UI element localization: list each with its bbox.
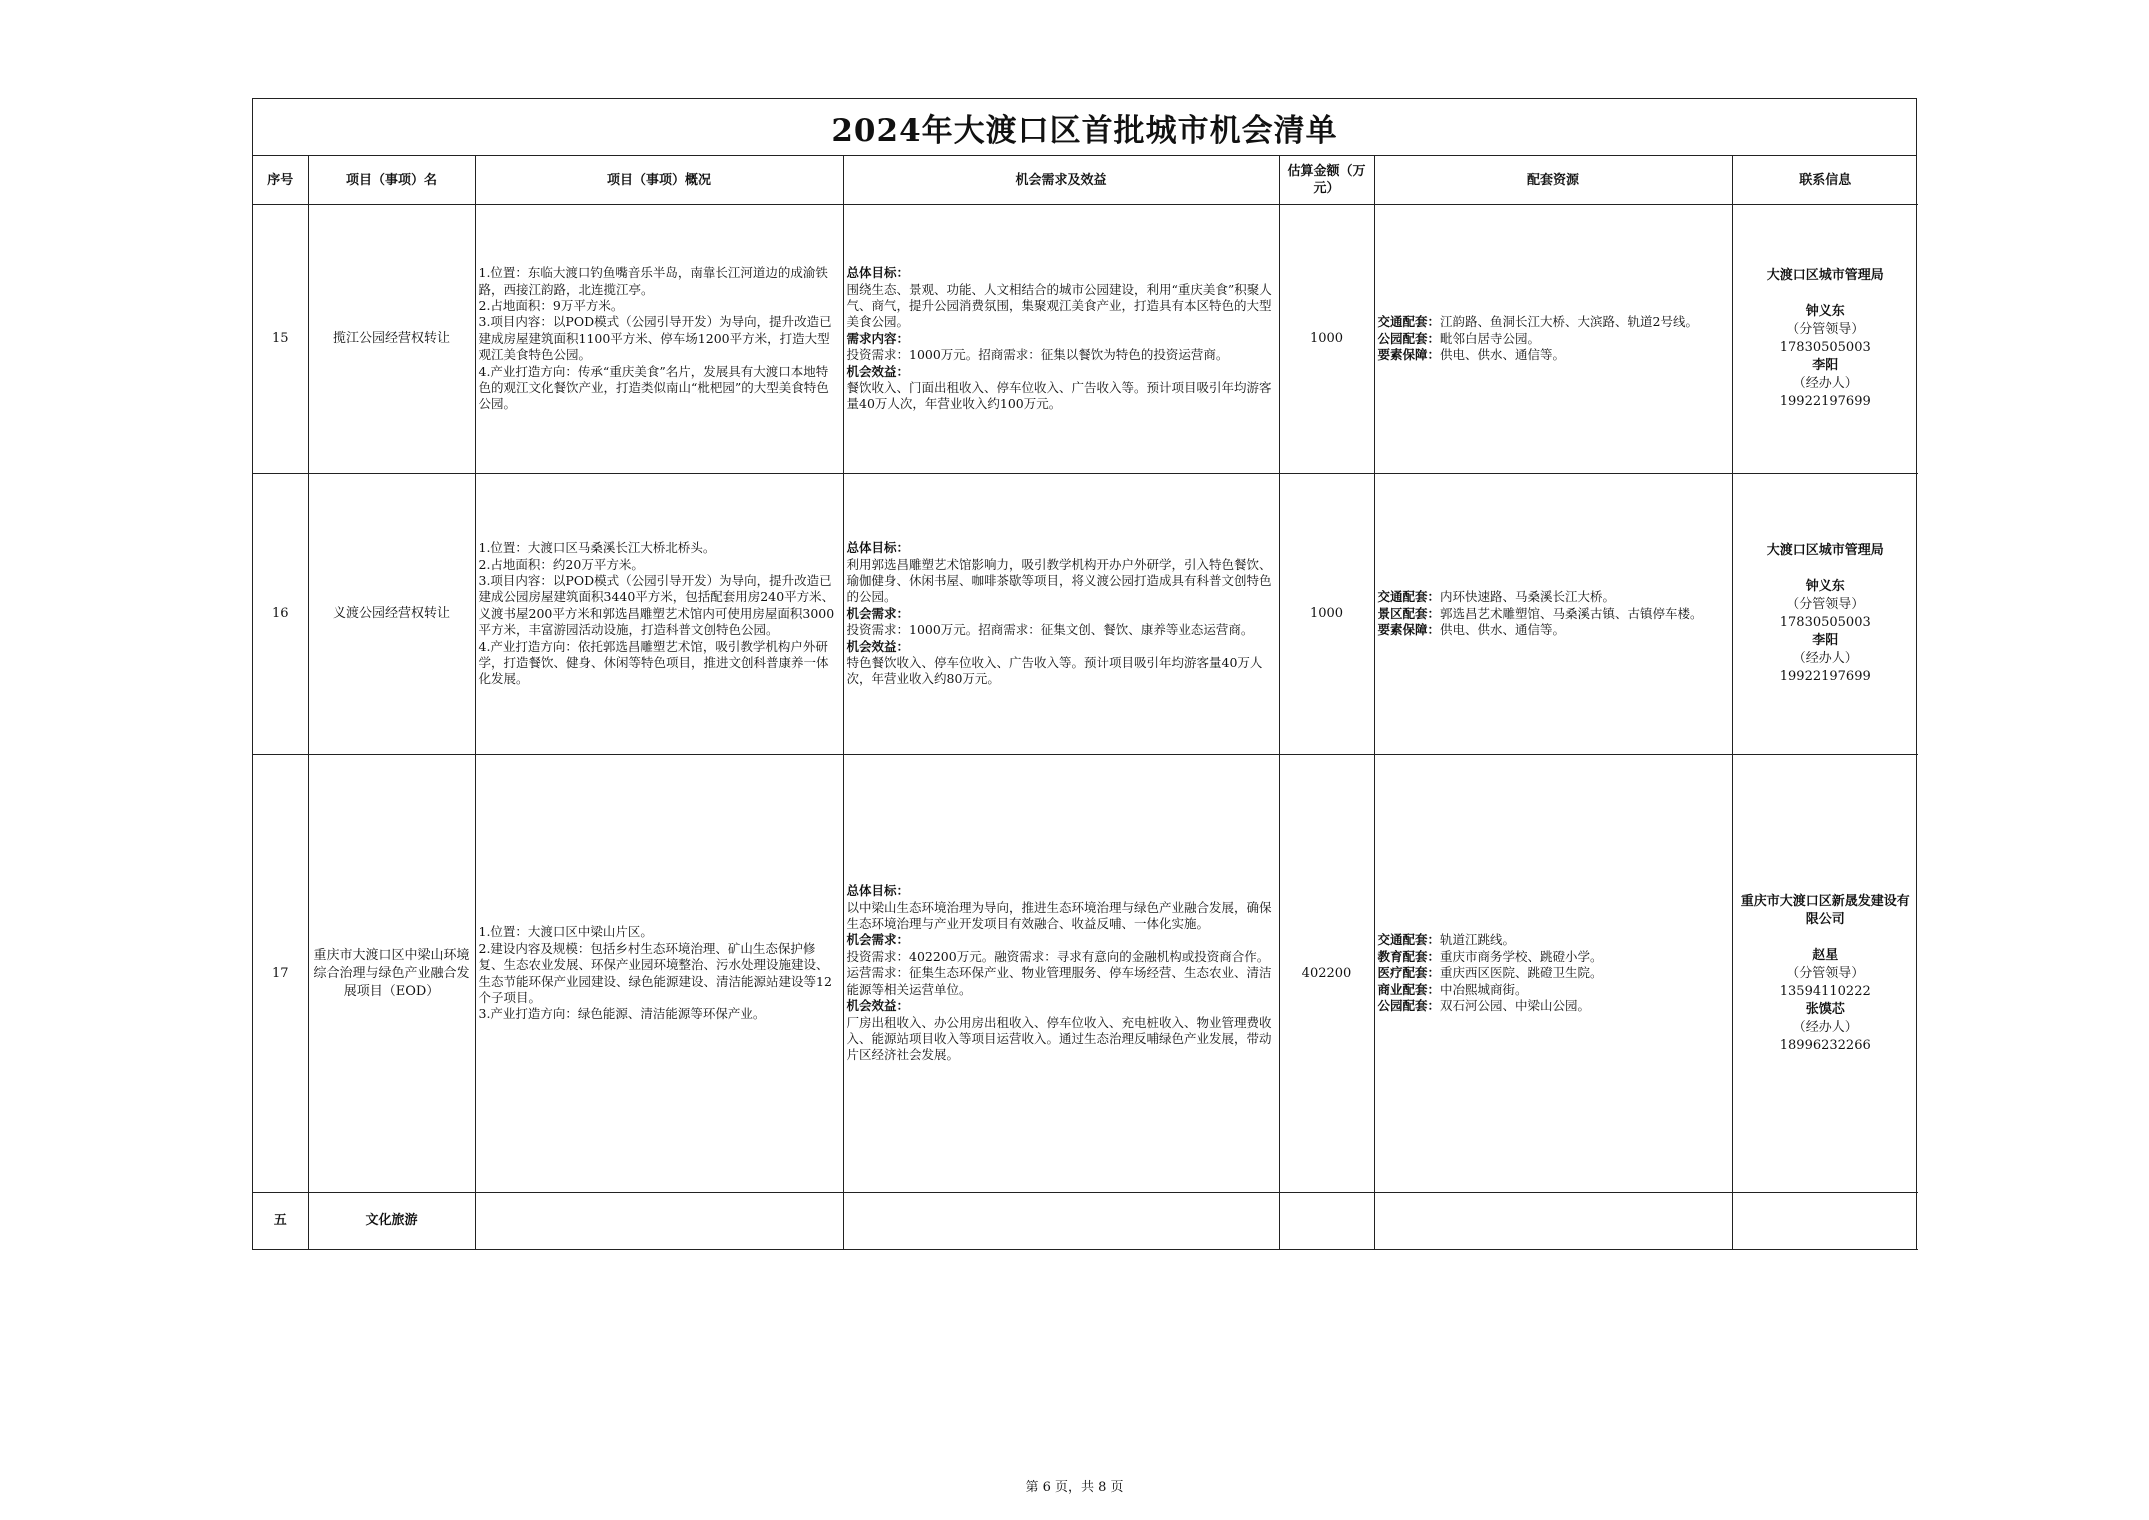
overview-line: 4.产业打造方向：传承“重庆美食”名片，发展具有大渡口本地特色的观江文化餐饮产业，打造类似南山“枇杷园”的大型美食特色公园。 [478, 363, 829, 412]
opportunity-table [253, 156, 1918, 1250]
header-name: 项目（事项）名 [308, 156, 475, 205]
contact-phone: 19922197699 [1779, 669, 1871, 684]
opportunity-label: 机会需求： [846, 605, 910, 621]
contact-role: （分管领导） [1786, 965, 1865, 981]
row-contact [1732, 474, 1918, 755]
header-no: 序号 [253, 156, 308, 205]
contact-org: 重庆市大渡口区新晟发建设有限公司 [1740, 893, 1910, 927]
opportunity-text: 利用郭选昌雕塑艺术馆影响力，吸引教学机构开办户外研学，引入特色餐饮、瑜伽健身、休闲书屋、咖啡茶歇等项目，将义渡公园打造成具有科普文创特色的公园。 [846, 556, 1272, 605]
row-resources [1374, 205, 1732, 474]
contact-person: 张馍芯 [1805, 1001, 1845, 1017]
opportunity-text: 围绕生态、景观、功能、人文相结合的城市公园建设，利用“重庆美食”积聚人气、商气，提升公园消费氛围，集聚观江美食产业，打造具有本区特色的大型美食公园。 [846, 281, 1272, 330]
resource-text: 重庆市商务学校、跳磴小学。 [1440, 948, 1603, 964]
contact-person: 李阳 [1812, 358, 1839, 373]
resource-label: 教育配套： [1377, 948, 1441, 964]
overview-line: 2.占地面积：约20万平方米。 [478, 556, 644, 572]
section-name: 文化旅游 [308, 1193, 475, 1250]
opportunity-label: 总体目标： [846, 540, 910, 556]
resource-label: 交通配套： [1377, 932, 1441, 948]
opportunity-text: 投资需求：1000万元。招商需求：征集文创、餐饮、康养等业态运营商。 [846, 622, 1254, 638]
resource-label: 公园配套： [1377, 330, 1441, 346]
overview-line: 3.项目内容：以POD模式（公园引导开发）为导向，提升改造已建成公园房屋建筑面积3440平方米，包括配套用房240平方米、义渡书屋200平方米和郭选昌雕塑艺术馆内可使用房屋面积3000平方米，丰富游园活动设施，打造科普文创特色公园。 [478, 572, 835, 638]
contact-spacer [1737, 285, 1915, 303]
row-opportunity [843, 205, 1279, 474]
opportunity-label: 机会需求： [846, 932, 910, 948]
resource-text: 江韵路、鱼洞长江大桥、大滨路、轨道2号线。 [1440, 314, 1698, 330]
resource-label: 公园配套： [1377, 998, 1441, 1014]
header-resources: 配套资源 [1374, 156, 1732, 205]
opportunity-label: 机会效益： [846, 638, 910, 654]
header-opportunity: 机会需求及效益 [843, 156, 1279, 205]
resource-text: 供电、供水、通信等。 [1440, 347, 1566, 363]
resource-text: 内环快速路、马桑溪长江大桥。 [1440, 589, 1616, 605]
overview-line: 2.建设内容及规模：包括乡村生态环境治理、矿山生态保护修复、生态农业发展、环保产业园环境整治、污水处理设施建设、生态节能环保产业园建设、绿色能源建设、清洁能源站建设等12个子项目。 [478, 940, 832, 1005]
row-opportunity [843, 755, 1279, 1193]
resource-label: 商业配套： [1377, 981, 1441, 997]
resource-text: 郭选昌艺术雕塑馆、马桑溪古镇、古镇停车楼。 [1440, 605, 1703, 621]
row-contact [1732, 205, 1918, 474]
resource-text: 中冶熙城商街。 [1440, 981, 1528, 997]
header-overview: 项目（事项）概况 [475, 156, 843, 205]
overview-line: 1.位置：大渡口区马桑溪长江大桥北桥头。 [478, 540, 716, 556]
contact-person: 钟义东 [1805, 304, 1845, 319]
resource-label: 要素保障： [1377, 622, 1441, 638]
empty-cell [1732, 1193, 1918, 1250]
resource-label: 交通配套： [1377, 314, 1441, 330]
contact-role: （经办人） [1792, 651, 1858, 666]
section-no: 五 [253, 1193, 308, 1250]
opportunity-text: 特色餐饮收入、停车位收入、广告收入等。预计项目吸引年均游客量40万人次，年营业收入约80万元。 [846, 655, 1263, 687]
contact-org: 大渡口区城市管理局 [1766, 268, 1884, 283]
opportunity-label: 总体目标： [846, 883, 910, 899]
row-resources [1374, 474, 1732, 755]
opportunity-text: 以中梁山生态环境治理为导向，推进生态环境治理与绿色产业融合发展，确保生态环境治理与产业开发项目有效融合、收益反哺、一体化实施。 [846, 899, 1272, 932]
row-name: 义渡公园经营权转让 [308, 474, 475, 755]
row-name: 重庆市大渡口区中梁山环境综合治理与绿色产业融合发展项目（EOD） [308, 755, 475, 1193]
contact-person: 钟义东 [1805, 579, 1845, 594]
header-amount: 估算金额（万元） [1279, 156, 1374, 205]
row-overview [475, 474, 843, 755]
contact-role: （经办人） [1792, 1019, 1858, 1035]
row-no: 17 [253, 755, 308, 1193]
opportunity-label: 需求内容： [846, 330, 910, 346]
row-overview [475, 755, 843, 1193]
opportunity-text: 投资需求：1000万元。招商需求：征集以餐饮为特色的投资运营商。 [846, 347, 1229, 363]
row-amount: 402200 [1279, 755, 1374, 1193]
row-name: 揽江公园经营权转让 [308, 205, 475, 474]
page-footer: 第 6 页，共 8 页 [1025, 1480, 1124, 1495]
table-header-row [253, 156, 1918, 205]
overview-line: 2.占地面积：9万平方米。 [478, 297, 624, 313]
contact-phone: 17830505003 [1779, 615, 1871, 630]
overview-line: 3.项目内容：以POD模式（公园引导开发）为导向，提升改造已建成房屋建筑面积1100平方米、停车场1200平方米，打造大型观江美食特色公园。 [478, 314, 832, 363]
contact-role: （经办人） [1792, 376, 1858, 391]
opportunity-list-sheet [252, 98, 1917, 1250]
opportunity-label: 总体目标： [846, 265, 910, 281]
page-title: 2024年大渡口区首批城市机会清单 [253, 99, 1916, 156]
row-resources [1374, 755, 1732, 1193]
empty-cell [843, 1193, 1279, 1250]
resource-text: 毗邻白居寺公园。 [1440, 330, 1541, 346]
resource-text: 重庆西区医院、跳磴卫生院。 [1440, 965, 1603, 981]
table-row [253, 474, 1918, 755]
contact-phone: 19922197699 [1779, 394, 1871, 409]
contact-phone: 13594110222 [1779, 983, 1871, 999]
contact-spacer [1737, 929, 1915, 947]
table-row [253, 755, 1918, 1193]
opportunity-label: 机会效益： [846, 363, 910, 379]
resource-label: 交通配套： [1377, 589, 1441, 605]
opportunity-text: 厂房出租收入、办公用房出租收入、停车位收入、充电桩收入、物业管理费收入、能源站项目收入等项目运营收入。通过生态治理反哺绿色产业发展，带动片区经济社会发展。 [846, 1014, 1272, 1063]
overview-line: 1.位置：东临大渡口钓鱼嘴音乐半岛，南靠长江河道边的成渝铁路，西接江韵路，北连揽江亭。 [478, 265, 828, 297]
row-amount: 1000 [1279, 205, 1374, 474]
section-row [253, 1193, 1918, 1250]
row-overview [475, 205, 843, 474]
opportunity-text: 餐饮收入、门面出租收入、停车位收入、广告收入等。预计项目吸引年均游客量40万人次，年营业收入约100万元。 [846, 380, 1272, 412]
contact-person: 李阳 [1812, 633, 1839, 648]
opportunity-label: 机会效益： [846, 998, 910, 1014]
resource-text: 轨道江跳线。 [1440, 932, 1516, 948]
contact-role: （分管领导） [1786, 322, 1865, 337]
empty-cell [1374, 1193, 1732, 1250]
contact-person: 赵星 [1812, 947, 1839, 963]
row-no: 15 [253, 205, 308, 474]
contact-role: （分管领导） [1786, 597, 1865, 612]
empty-cell [475, 1193, 843, 1250]
overview-line: 4.产业打造方向：依托郭选昌雕塑艺术馆，吸引教学机构户外研学，打造餐饮、健身、休闲等特色项目，推进文创科普康养一体化发展。 [478, 638, 829, 687]
contact-spacer [1737, 560, 1915, 578]
contact-org: 大渡口区城市管理局 [1766, 543, 1884, 558]
row-amount: 1000 [1279, 474, 1374, 755]
opportunity-text: 投资需求：402200万元。融资需求：寻求有意向的金融机构或投资商合作。运营需求：征集生态环保产业、物业管理服务、停车场经营、生态农业、清洁能源等相关运营单位。 [846, 948, 1272, 997]
resource-label: 医疗配套： [1377, 965, 1441, 981]
row-opportunity [843, 474, 1279, 755]
resource-text: 供电、供水、通信等。 [1440, 622, 1566, 638]
resource-label: 要素保障： [1377, 347, 1441, 363]
contact-phone: 17830505003 [1779, 340, 1871, 355]
header-contact: 联系信息 [1732, 156, 1918, 205]
row-contact [1732, 755, 1918, 1193]
overview-line: 3.产业打造方向：绿色能源、清洁能源等环保产业。 [478, 1006, 766, 1022]
empty-cell [1279, 1193, 1374, 1250]
table-row [253, 205, 1918, 474]
row-no: 16 [253, 474, 308, 755]
resource-text: 双石河公园、中梁山公园。 [1440, 998, 1591, 1014]
overview-line: 1.位置：大渡口区中梁山片区。 [478, 924, 653, 940]
contact-phone: 18996232266 [1779, 1037, 1871, 1053]
resource-label: 景区配套： [1377, 605, 1441, 621]
